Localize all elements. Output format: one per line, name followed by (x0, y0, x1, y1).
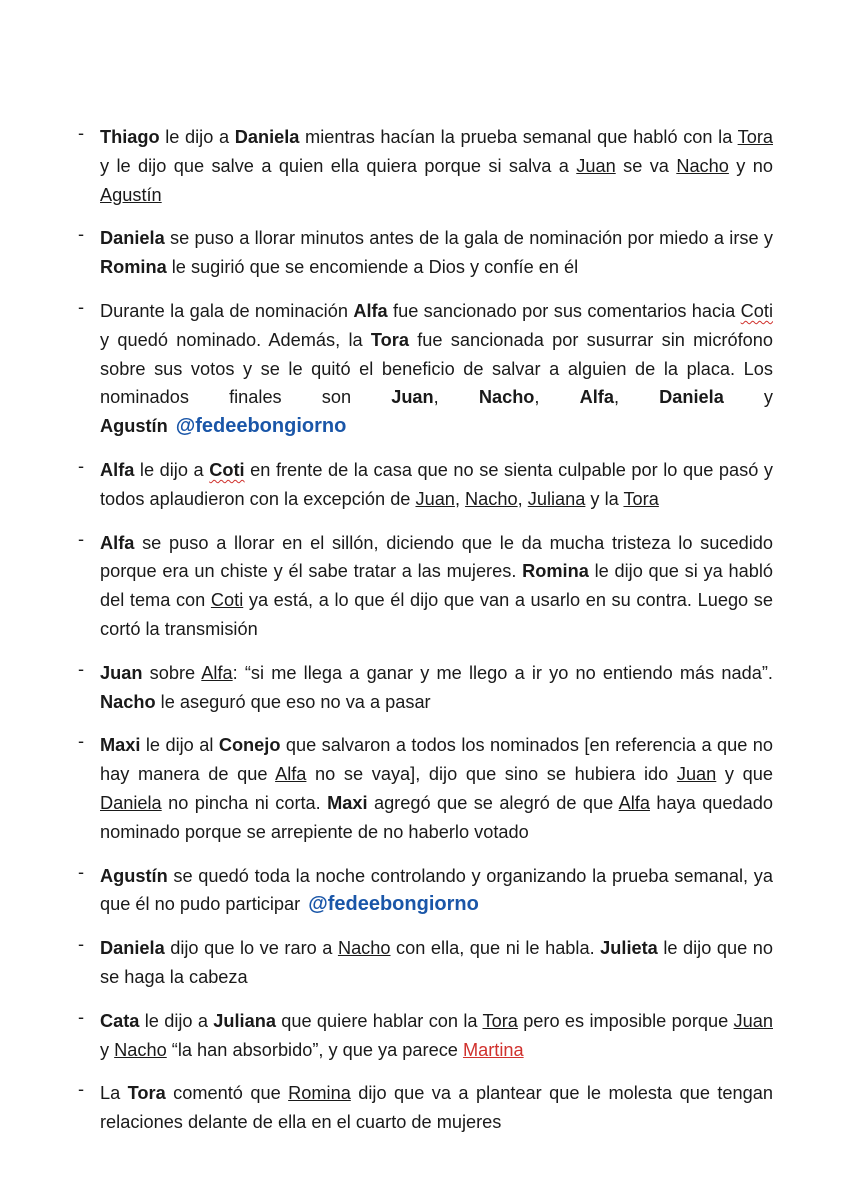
list-item: - Maxi le dijo al Conejo que salvaron a todos los nominados [en referencia a que no hay manera de que Alfa no se vaya], dijo que sino se hubiera ido Juan y que Daniela no pincha ni corta. Maxi agregó que se alegró de que Alfa haya quedado nominado porque se arrepiente de no haberlo votado (78, 731, 773, 846)
name-bold: Romina (100, 257, 167, 278)
name-underlined: Juliana (527, 488, 586, 509)
list-item: - Daniela dijo que lo ve raro a Nacho con ella, que ni le habla. Julieta le dijo que no se haga la cabeza (78, 934, 773, 992)
name-bold: Nacho (100, 691, 156, 712)
list-item: - La Tora comentó que Romina dijo que va a plantear que le molesta que tengan relaciones delante de ella en el cuarto de mujeres (78, 1079, 773, 1137)
name-bold: Cata (100, 1010, 140, 1031)
name-underlined: Juan (676, 764, 717, 785)
name-bold: Maxi (100, 735, 141, 756)
name-bold: Daniela (100, 228, 165, 249)
list-item: - Alfa le dijo a Coti en frente de la casa que no se sienta culpable por lo que pasó y todos aplaudieron con la excepción de Juan, Nacho, Juliana y la Tora (78, 456, 773, 514)
name-bold: Daniela (100, 938, 165, 959)
name-bold: Romina (522, 561, 589, 582)
bullet-dash: - (78, 861, 85, 882)
name-bold: Alfa (100, 459, 135, 480)
name-bold: Juan (100, 662, 143, 683)
bullet-dash: - (78, 528, 85, 549)
name-bold: Tora (370, 329, 409, 350)
name-bold: Maxi (327, 792, 368, 813)
name-bold: Daniela (234, 127, 300, 147)
bullet-dash: - (78, 934, 85, 955)
bullet-dash: - (78, 455, 85, 476)
name-underlined: Alfa (618, 792, 650, 813)
bullet-dash: - (78, 224, 85, 245)
name-underlined: Tora (482, 1010, 518, 1031)
name-underlined: Juan (733, 1010, 773, 1031)
name-bold: Daniela (659, 387, 724, 408)
bullet-dash: - (78, 296, 85, 317)
list-item: - Juan sobre Alfa: “si me llega a ganar y me llego a ir yo no entiendo más nada”. Nacho le aseguró que eso no va a pasar (78, 659, 773, 717)
name-bold: Julieta (600, 938, 658, 959)
name-bold: Tora (127, 1083, 166, 1104)
name-bold: Conejo (218, 735, 281, 756)
name-bold: Juliana (213, 1010, 276, 1031)
name-bold: Alfa (100, 532, 135, 553)
name-underlined: Juan (415, 488, 455, 509)
list-item: - Cata le dijo a Juliana que quiere hablar con la Tora pero es imposible porque Juan y Nacho “la han absorbido”, y que ya parece Martina (78, 1007, 773, 1065)
name-underlined: Tora (623, 488, 659, 509)
bullet-dash: - (78, 123, 85, 143)
name-underlined: Juan (576, 155, 616, 176)
bullet-dash: - (78, 1079, 85, 1100)
news-list (78, 123, 773, 1152)
name-bold: Agustín (100, 865, 168, 886)
name-bold: Agustín (100, 416, 168, 437)
name-red-underlined: Martina (462, 1039, 524, 1060)
name-bold: Alfa (579, 387, 614, 408)
list-item: - Daniela se puso a llorar minutos antes de la gala de nominación por miedo a irse y Romina le sugirió que se encomiende a Dios y confíe en él (78, 224, 773, 282)
name-underlined: Alfa (201, 662, 233, 683)
name-underlined: Nacho (337, 938, 391, 959)
name-underlined: Tora (737, 127, 773, 147)
name-underlined: Romina (288, 1083, 351, 1104)
list-item: - Durante la gala de nominación Alfa fue sancionado por sus comentarios hacia Coti y quedó nominado. Además, la Tora fue sancionada por susurrar sin micrófono sobre sus votos y se le quitó el beneficio de salvar a alguien de la placa. Los nominados finales son Juan, Nacho, Alfa, Daniela y Agustín @fedeebongiorno (78, 297, 773, 441)
bullet-dash: - (78, 658, 85, 679)
name-bold: Alfa (353, 300, 388, 321)
name-bold: Nacho (478, 387, 535, 408)
name-bold-spellcheck: Coti (209, 459, 245, 480)
name-underlined: Nacho (676, 155, 729, 176)
bullet-dash: - (78, 1006, 85, 1027)
name-bold: Juan (391, 387, 434, 408)
name-underlined: Agustín (100, 184, 162, 205)
name-underlined: Nacho (465, 488, 518, 509)
name-spellcheck: Coti (740, 300, 773, 321)
bullet-dash: - (78, 731, 85, 752)
name-underlined: Alfa (275, 764, 307, 785)
watermark-handle: @fedeebongiorno (175, 415, 347, 438)
list-item: - Alfa se puso a llorar en el sillón, diciendo que le da mucha tristeza lo sucedido porque era un chiste y él sabe tratar a las mujeres. Romina le dijo que si ya habló del tema con Coti ya está, a lo que él dijo que van a usarlo en su contra. Luego se cortó la transmisión (78, 529, 773, 644)
name-bold: Thiago (100, 127, 160, 147)
name-underlined: Daniela (100, 792, 162, 813)
list-item: - Thiago le dijo a Daniela mientras hacían la prueba semanal que habló con la Tora y le dijo que salve a quien ella quiera porque si salva a Juan se va Nacho y no Agustín (78, 123, 773, 209)
name-underlined: Nacho (114, 1039, 167, 1060)
watermark-handle: @fedeebongiorno (308, 893, 479, 916)
list-item: - Agustín se quedó toda la noche controlando y organizando la prueba semanal, ya que él no pudo participar @fedeebongiorno (78, 862, 773, 920)
name-underlined: Coti (210, 590, 244, 611)
